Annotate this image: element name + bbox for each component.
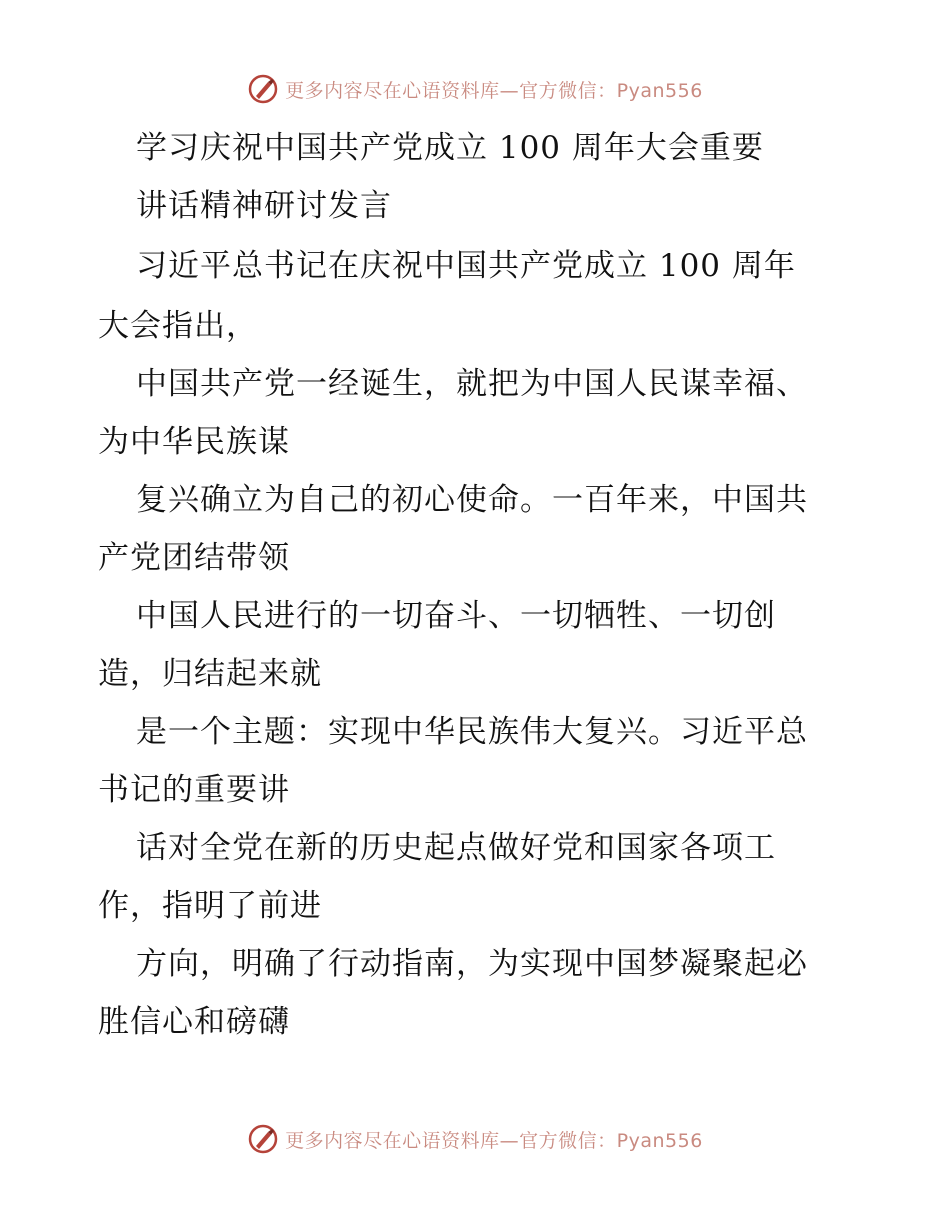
paragraph-line: 造，归结起来就: [98, 656, 322, 692]
paragraph-line: 复兴确立为自己的初心使命。一百年来，中国共: [136, 482, 808, 518]
header-banner: [0, 72, 950, 106]
title-line-1: 学习庆祝中国共产党成立 100 周年大会重要: [136, 130, 764, 166]
paragraph-line: 产党团结带领: [98, 540, 290, 576]
footer-banner: [0, 1122, 950, 1156]
paragraph-line: 为中华民族谋: [98, 424, 290, 460]
header-banner-text: 更多内容尽在心语资料库—官方微信：Pyan556: [285, 79, 703, 102]
paragraph-line: 书记的重要讲: [98, 772, 290, 808]
pen-logo-icon: [247, 73, 279, 105]
paragraph-line: 胜信心和磅礴: [98, 1004, 290, 1040]
paragraph-line: 是一个主题：实现中华民族伟大复兴。习近平总: [136, 714, 808, 750]
paragraph-line: 方向，明确了行动指南，为实现中国梦凝聚起必: [136, 946, 808, 982]
footer-banner-text: 更多内容尽在心语资料库—官方微信：Pyan556: [285, 1129, 703, 1152]
paragraph-line: 大会指出，: [98, 308, 258, 344]
paragraph-line: 作，指明了前进: [98, 888, 322, 924]
paragraph-line: 话对全党在新的历史起点做好党和国家各项工: [136, 830, 776, 866]
paragraph-line: 中国人民进行的一切奋斗、一切牺牲、一切创: [136, 598, 776, 634]
title-line-2: 讲话精神研讨发言: [136, 188, 392, 224]
pen-logo-icon: [247, 1123, 279, 1155]
paragraph-line: 中国共产党一经诞生，就把为中国人民谋幸福、: [136, 366, 808, 402]
paragraph-line: 习近平总书记在庆祝中国共产党成立 100 周年: [136, 248, 796, 284]
